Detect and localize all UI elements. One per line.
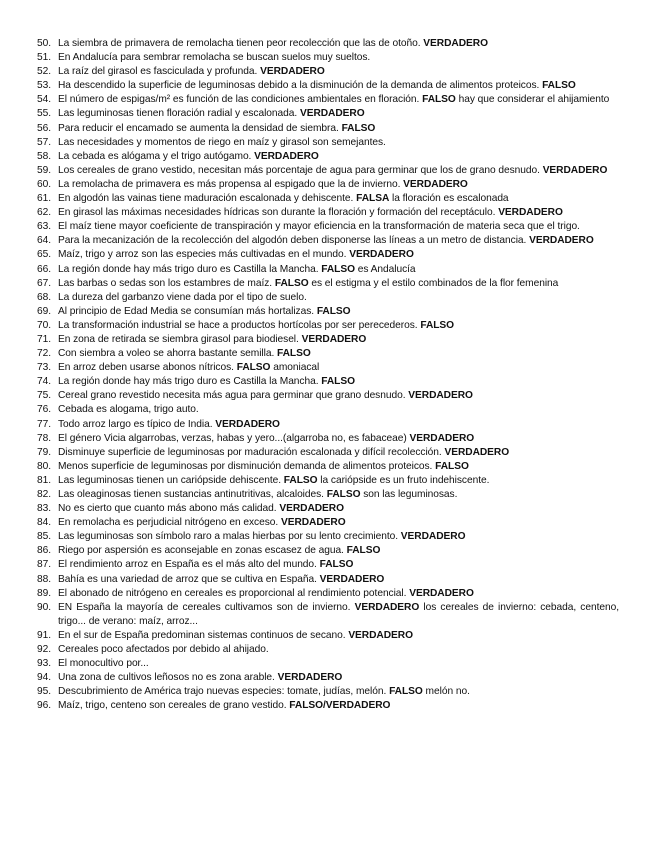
item-statement: Ha descendido la superficie de leguminosas debido a la disminución de la demanda de alimentos proteicos. — [58, 80, 543, 92]
item-statement: Maíz, trigo y arroz son las especies más cultivadas en el mundo. — [58, 249, 350, 261]
list-item — [37, 234, 619, 248]
item-number: 64. — [37, 235, 52, 247]
item-number: 59. — [37, 164, 52, 176]
item-statement: En el sur de España predominan sistemas continuos de secano. — [58, 629, 349, 641]
item-statement: La región donde hay más trigo duro es Castilla la Mancha. — [58, 376, 322, 388]
document-page — [37, 37, 619, 714]
item-number: 90. — [37, 601, 52, 613]
list-item — [37, 178, 619, 192]
item-number: 57. — [37, 136, 52, 148]
item-number: 66. — [37, 263, 52, 275]
list-item — [37, 685, 619, 699]
list-item — [37, 432, 619, 446]
item-answer: VERDADERO — [301, 333, 367, 345]
item-number: 91. — [37, 629, 52, 641]
item-answer: VERDADERO — [400, 531, 466, 543]
item-statement: Maíz, trigo, centeno son cereales de grano vestido. — [58, 700, 290, 712]
list-item — [37, 220, 619, 234]
list-item — [37, 37, 619, 51]
item-answer: VERDADERO — [260, 66, 325, 78]
item-answer: VERDADERO — [444, 446, 510, 458]
item-answer: FALSO — [274, 277, 309, 289]
item-statement: Menos superficie de leguminosas por disminución demanda de alimentos proteicos. — [58, 460, 436, 472]
item-answer: VERDADERO — [423, 38, 488, 49]
item-number: 83. — [37, 503, 52, 515]
list-item — [37, 460, 619, 474]
item-statement: Todo arroz largo es típico de India. — [58, 418, 216, 430]
item-statement: En remolacha es perjudicial nitrógeno en exceso. — [58, 517, 281, 529]
item-answer: FALSO — [389, 686, 423, 698]
item-number: 87. — [37, 559, 52, 571]
item-number: 79. — [37, 446, 52, 458]
item-number: 80. — [37, 460, 52, 472]
item-number: 73. — [37, 362, 52, 374]
list-item — [37, 79, 619, 93]
item-note: melón no. — [422, 686, 470, 698]
item-statement: El maíz tiene mayor coeficiente de transpiración y mayor eficiencia en la transformación de materia seca que el trigo. — [58, 221, 580, 233]
list-item — [37, 446, 619, 460]
item-statement: En Andalucía para sembrar remolacha se buscan suelos muy sueltos. — [58, 52, 371, 64]
item-statement: Cereales poco afectados por debido al ahijado. — [58, 644, 269, 656]
item-number: 70. — [37, 319, 52, 331]
item-number: 71. — [37, 333, 52, 345]
list-item — [37, 136, 619, 150]
item-answer: VERDADERO — [409, 432, 475, 444]
item-number: 77. — [37, 418, 52, 430]
list-item — [37, 347, 619, 361]
item-statement: Las oleaginosas tienen sustancias antinutritivas, alcaloides. — [58, 489, 327, 500]
item-number: 82. — [37, 489, 52, 500]
item-statement: El género Vicia algarrobas, verzas, habas y yero...(algarroba no, es fabaceae) — [58, 432, 410, 444]
item-answer: FALSO — [316, 305, 351, 317]
item-number: 54. — [37, 94, 52, 106]
item-answer: FALSO — [326, 489, 361, 500]
item-statement: Una zona de cultivos leñosos no es zona arable. — [58, 672, 278, 684]
item-answer: VERDADERO — [280, 517, 346, 529]
item-answer: VERDADERO — [279, 503, 344, 515]
item-statement: Para reducir el encamado se aumenta la densidad de siembra. — [58, 122, 342, 134]
item-statement: En arroz deben usarse abonos nítricos. — [58, 362, 237, 374]
item-note: hay que considerar el ahijamiento — [455, 94, 610, 106]
list-item — [37, 319, 619, 333]
item-statement: Riego por aspersión es aconsejable en zonas escasez de agua. — [58, 545, 347, 557]
list-item — [37, 403, 619, 417]
list-item — [37, 516, 619, 530]
item-statement: Cebada es alogama, trigo auto. — [58, 404, 199, 416]
item-answer: FALSO/VERDADERO — [289, 700, 391, 712]
item-number: 95. — [37, 686, 52, 698]
item-number: 58. — [37, 150, 52, 162]
item-number: 62. — [37, 207, 52, 219]
item-number: 75. — [37, 390, 52, 402]
item-statement: Al principio de Edad Media se consumían más hortalizas. — [58, 305, 317, 317]
item-answer: VERDADERO — [319, 573, 385, 585]
item-number: 56. — [37, 122, 52, 134]
item-statement: La raíz del girasol es fasciculada y profunda. — [58, 66, 261, 78]
list-item — [37, 558, 619, 572]
item-answer: VERDADERO — [349, 249, 414, 261]
item-number: 84. — [37, 517, 52, 529]
item-answer: FALSO — [236, 362, 271, 374]
item-number: 92. — [37, 644, 52, 656]
list-item — [37, 699, 619, 713]
item-statement: La transformación industrial se hace a productos hortícolas por ser perecederos. — [58, 319, 421, 331]
item-number: 85. — [37, 531, 52, 543]
item-number: 76. — [37, 404, 52, 416]
list-item — [37, 333, 619, 347]
item-statement: El número de espigas/m² es función de las condiciones ambientales en floración. — [58, 94, 423, 106]
item-answer: VERDADERO — [403, 178, 468, 190]
list-item — [37, 206, 619, 220]
list-item — [37, 150, 619, 164]
list-item — [37, 51, 619, 65]
item-number: 60. — [37, 178, 52, 190]
list-item — [37, 544, 619, 558]
item-number: 61. — [37, 193, 52, 205]
item-statement: Para la mecanización de la recolección del algodón deben disponerse las líneas a un metro de distancia. — [58, 235, 530, 247]
item-number: 68. — [37, 291, 52, 303]
item-statement: El monocultivo por... — [58, 658, 149, 670]
item-number: 51. — [37, 52, 52, 64]
item-statement: Bahía es una variedad de arroz que se cultiva en España. — [58, 573, 320, 585]
item-statement: La siembra de primavera de remolacha tienen peor recolección que las de otoño. — [58, 38, 424, 49]
item-statement: Las leguminosas tienen floración radial y escalonada. — [58, 108, 300, 120]
item-statement: Las leguminosas son símbolo raro a malas hierbas por su lento crecimiento. — [58, 531, 401, 543]
item-answer: FALSO — [319, 559, 354, 571]
item-statement: Las necesidades y momentos de riego en maíz y girasol son semejantes. — [58, 136, 386, 148]
item-statement: La dureza del garbanzo viene dada por el tipo de suelo. — [58, 291, 307, 303]
item-number: 88. — [37, 573, 52, 585]
list-item — [37, 263, 619, 277]
list-item — [37, 361, 619, 375]
item-number: 50. — [37, 38, 52, 49]
item-statement: Con siembra a voleo se ahorra bastante semilla. — [58, 348, 278, 360]
list-item — [37, 474, 619, 488]
item-note: es el estigma y el estilo combinados de la flor femenina — [308, 277, 559, 289]
item-number: 52. — [37, 66, 52, 78]
item-statement: En girasol las máximas necesidades hídricas son durante la floración y formación del receptáculo. — [58, 207, 499, 219]
item-answer: FALSO — [277, 348, 311, 360]
item-number: 63. — [37, 221, 52, 233]
list-item — [37, 502, 619, 516]
item-statement: Las barbas o sedas son los estambres de maíz. — [58, 277, 275, 289]
item-number: 69. — [37, 305, 52, 317]
item-number: 96. — [37, 700, 52, 712]
item-number: 94. — [37, 672, 52, 684]
item-number: 78. — [37, 432, 52, 444]
item-answer: FALSA — [356, 193, 390, 205]
list-item — [37, 601, 619, 629]
item-note: los cereales de invierno: cebada, centeno, trigo... de verano: maíz, arroz... — [58, 601, 619, 627]
list-item — [37, 305, 619, 319]
item-statement: Cereal grano revestido necesita más agua para germinar que grano desnudo. — [58, 390, 409, 402]
item-statement: En zona de retirada se siembra girasol para biodiesel. — [58, 333, 302, 345]
item-statement: Los cereales de grano vestido, necesitan más porcentaje de agua para germinar que los de grano desnudo. — [58, 164, 543, 176]
item-answer: VERDADERO — [299, 108, 365, 120]
item-number: 89. — [37, 587, 52, 599]
item-answer: FALSO — [283, 474, 318, 486]
list-item — [37, 587, 619, 601]
item-statement: La cebada es alógama y el trigo autógamo. — [58, 150, 255, 162]
item-answer: VERDADERO — [348, 629, 413, 641]
item-answer: VERDADERO — [529, 235, 594, 247]
item-answer: VERDADERO — [542, 164, 608, 176]
item-answer: FALSO — [321, 376, 355, 388]
item-note: la cariópside es un fruto indehiscente. — [317, 474, 490, 486]
item-answer: VERDADERO — [408, 390, 473, 402]
item-note: amoniacal — [270, 362, 320, 374]
list-item — [37, 65, 619, 79]
list-item — [37, 488, 619, 502]
item-answer: FALSO — [346, 545, 381, 557]
item-number: 67. — [37, 277, 52, 289]
list-item — [37, 93, 619, 107]
list-item — [37, 192, 619, 206]
item-statement: Descubrimiento de América trajo nuevas especies: tomate, judías, melón. — [58, 686, 390, 698]
list-item — [37, 375, 619, 389]
item-number: 65. — [37, 249, 52, 261]
item-number: 53. — [37, 80, 52, 92]
item-number: 74. — [37, 376, 52, 388]
item-number: 55. — [37, 108, 52, 120]
list-item — [37, 122, 619, 136]
item-statement: No es cierto que cuanto más abono más calidad. — [58, 503, 280, 515]
list-item — [37, 107, 619, 121]
item-answer: FALSO — [422, 94, 456, 106]
item-number: 86. — [37, 545, 52, 557]
item-answer: FALSO — [420, 319, 455, 331]
list-item — [37, 418, 619, 432]
item-answer: FALSO — [341, 122, 376, 134]
item-number: 72. — [37, 348, 52, 360]
item-answer: FALSO — [542, 80, 576, 92]
item-answer: FALSO — [321, 263, 355, 275]
list-item — [37, 657, 619, 671]
list-item — [37, 389, 619, 403]
item-answer: VERDADERO — [277, 672, 343, 684]
item-statement: La región donde hay más trigo duro es Castilla la Mancha. — [58, 263, 322, 275]
list-item — [37, 248, 619, 262]
item-statement: Disminuye superficie de leguminosas por maduración escalonada y difícil recolección. — [58, 446, 445, 458]
item-note: la floración es escalonada — [389, 193, 509, 205]
item-statement: EN España la mayoría de cereales cultivamos son de invierno. — [58, 601, 355, 613]
list-item — [37, 643, 619, 657]
item-statement: El abonado de nitrógeno en cereales es proporcional al rendimiento potencial. — [58, 587, 410, 599]
list-item — [37, 671, 619, 685]
list-item — [37, 164, 619, 178]
list-item — [37, 291, 619, 305]
item-answer: VERDADERO — [215, 418, 280, 430]
item-answer: VERDADERO — [409, 587, 474, 599]
list-item — [37, 277, 619, 291]
list-item — [37, 573, 619, 587]
item-statement: En algodón las vainas tiene maduración escalonada y dehiscente. — [58, 193, 357, 205]
item-answer: VERDADERO — [254, 150, 319, 162]
list-item — [37, 629, 619, 643]
item-statement: Las leguminosas tienen un cariópside dehiscente. — [58, 474, 284, 486]
item-answer: FALSO — [435, 460, 469, 472]
item-number: 81. — [37, 474, 52, 486]
item-note: son las leguminosas. — [360, 489, 458, 500]
item-answer: VERDADERO — [354, 601, 420, 613]
item-statement: La remolacha de primavera es más propensa al espigado que la de invierno. — [58, 178, 404, 190]
item-number: 93. — [37, 658, 52, 670]
statement-list — [37, 37, 619, 714]
item-statement: El rendimiento arroz en España es el más alto del mundo. — [58, 559, 320, 571]
item-answer: VERDADERO — [498, 207, 563, 219]
item-note: es Andalucía — [354, 263, 416, 275]
list-item — [37, 530, 619, 544]
